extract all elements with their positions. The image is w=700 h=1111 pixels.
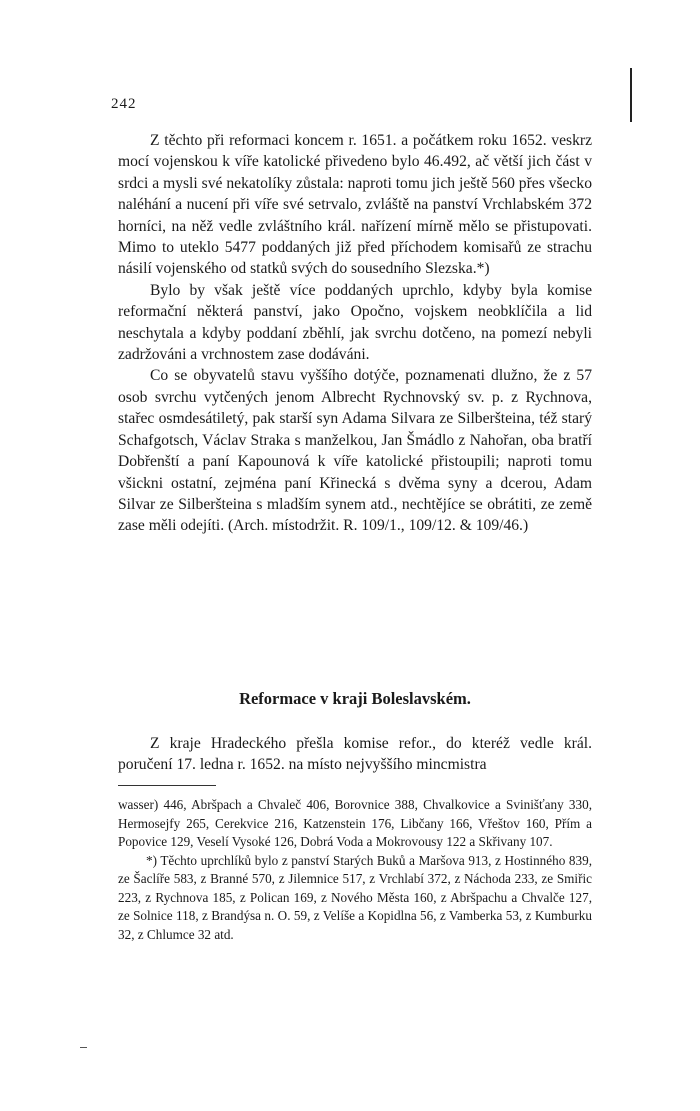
stray-mark: [80, 1047, 87, 1048]
section-paragraph: Z kraje Hradeckého přešla komise refor., do kteréž vedle král. poručení 17. ledna r. 1652. na místo nejvyššího mincmistra: [118, 735, 592, 774]
paragraph-1: Z těchto při reformaci koncem r. 1651. a počátkem roku 1652. veskrz mocí vojenskou k víře katolické přivedeno bylo 46.492, ač větší jich část v srdci a mysli své nekatolíky zůstala: naproti tomu jich ještě 560 přes všecko naléhání a nucení při víře své setrvalo, zvláště na panství Vrchlabském 372 horníci, na něž vedle zvláštního král. nařízení mírně mělo se přistupovati. Mimo to uteklo 5477 poddaných již před příchodem komisařů ze strachu násilí vojenského od statků svých do sousedního Slezska.*): [118, 132, 592, 278]
margin-rule: [630, 68, 632, 122]
paragraph-3: Co se obyvatelů stavu vyššího dotýče, poznamenati dlužno, že z 57 osob svrchu vytčených jenom Albrecht Rychnovský sv. p. z Rychnova, stařec osmdesátiletý, pak starší syn Adama Silvara ze Silberšteina, též starý Schafgotsch, Václav Straka s manželkou, Jan Šmádlo z Nahořan, oba bratří Dobřenští a paní Kapounová k víře katolické přistoupili; naproti tomu všickni ostatní, zejména paní Křinecká s dvěma syny a dcerou, Adam Silvar ze Silberšteina s mladším synem atd., nechtějíce se obrátiti, ze země zase měli odejíti. (Arch. místodržit. R. 109/1., 109/12. & 109/46.): [118, 367, 592, 535]
main-text: [118, 130, 592, 537]
section-text: [118, 733, 592, 776]
footnote-continuation: wasser) 446, Abršpach a Chvaleč 406, Borovnice 388, Chvalkovice a Svinišťany 330, Hermosejfy 265, Cerekvice 216, Katzenstein 176, Libčany 166, Vřeštov 160, Přím a Popovice 129, Veselí Vysoké 126, Dobrá Voda a Mokrovousy 122 a Skřivany 107.: [118, 797, 592, 849]
page-number: 242: [111, 96, 137, 112]
footnote-refugees: *) Těchto uprchlíků bylo z panství Starých Buků a Maršova 913, z Hostinného 839, ze Šaclíře 583, z Branné 570, z Jilemnice 517, z Vrchlabí 372, z Náchoda 233, ze Smiřic 223, z Rychnova 185, z Polican 169, z Nového Města 160, z Abršpachu a Chvalče 127, ze Solnice 118, z Brandýsa n. O. 59, z Velíše a Kopidlna 56, z Vamberka 53, z Kumburku 32, z Chlumce 32 atd.: [118, 852, 592, 942]
section-heading: Reformace v kraji Boleslavském.: [239, 689, 471, 708]
footnotes: [118, 796, 592, 944]
paragraph-2: Bylo by však ještě více poddaných uprchlo, kdyby byla komise reformační některá panství, jako Opočno, vojskem neobklíčila a lid neschytala a kdyby poddaní zběhlí, jak svrchu dotčeno, na pomezí nebyli zadržováni a vrchnostem zase dodáváni.: [118, 281, 592, 364]
footnote-divider: [118, 785, 216, 786]
